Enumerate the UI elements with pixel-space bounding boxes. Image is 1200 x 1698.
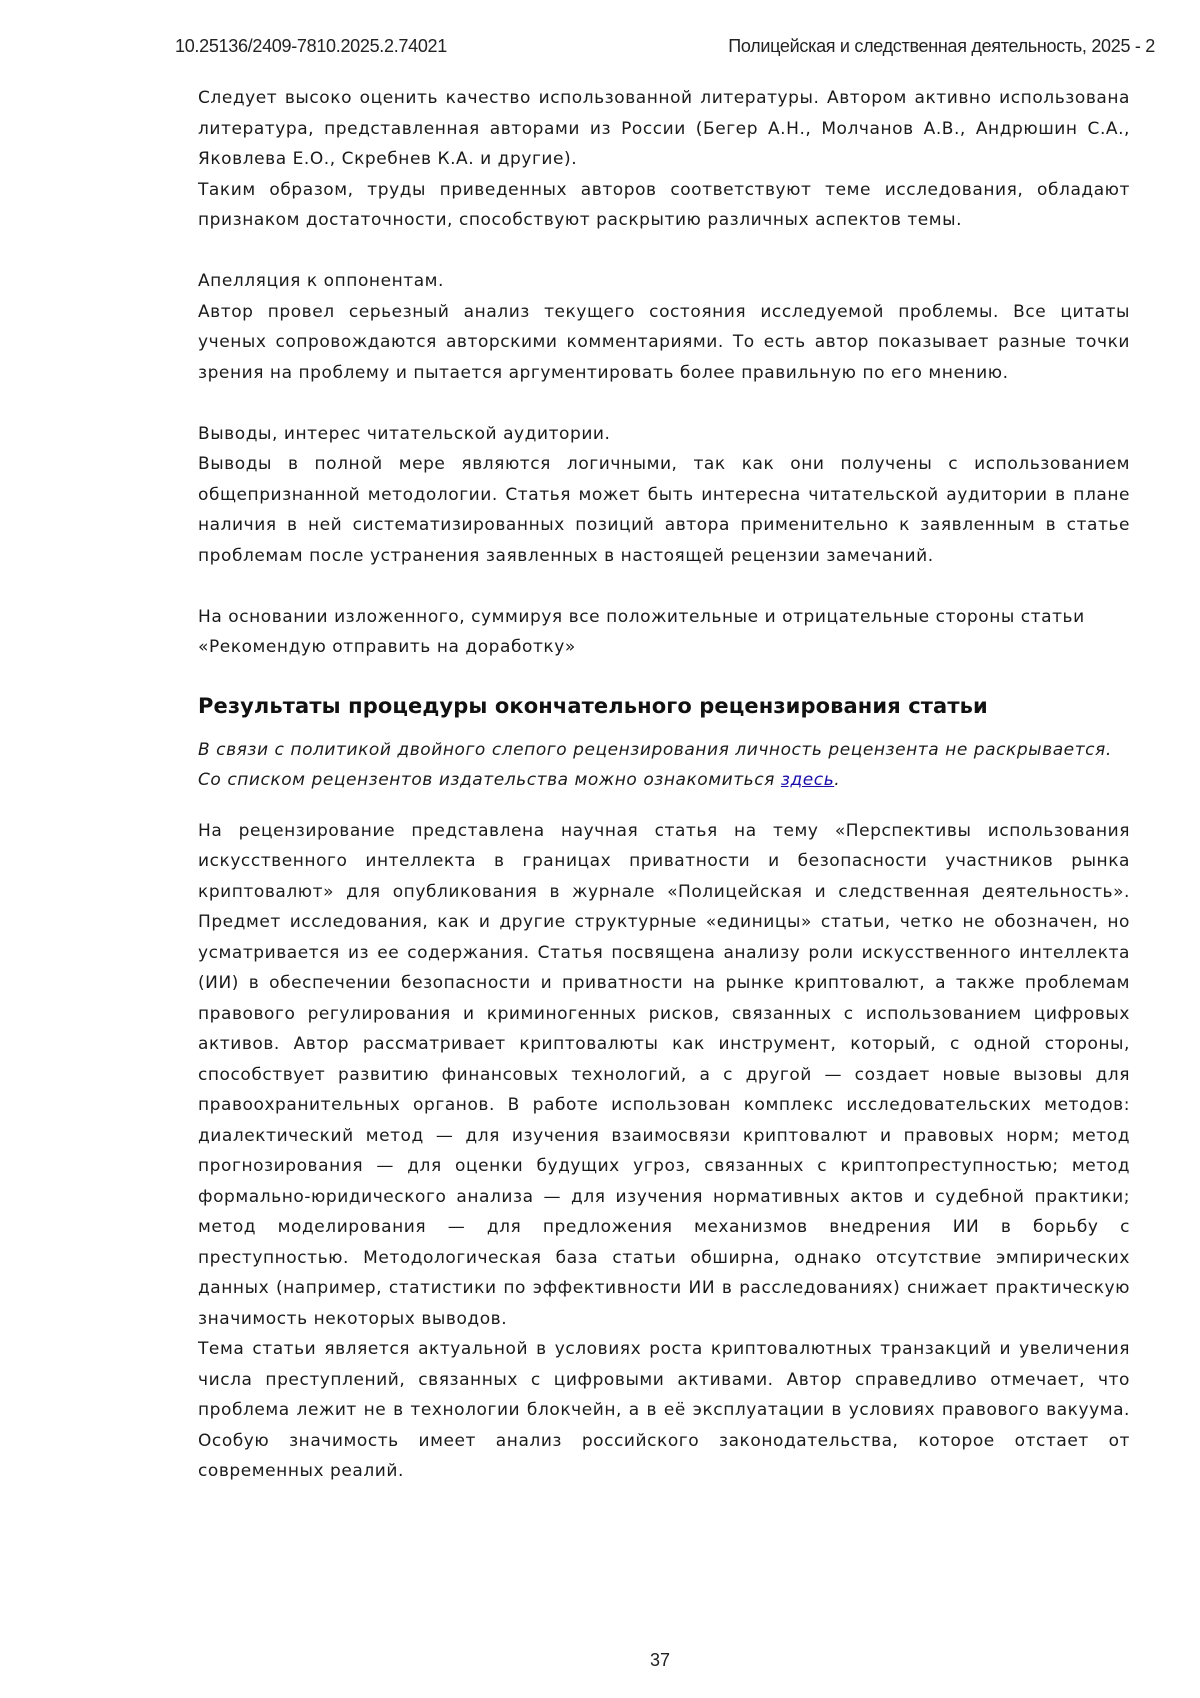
- paragraph: Таким образом, труды приведенных авторов соответствуют теме исследования, обладают признаком достаточности, способствуют раскрытию различных аспектов темы.: [198, 179, 1130, 230]
- paragraph: На рецензирование представлена научная статья на тему «Перспективы использования искусственного интеллекта в границах приватности и безопасности участников рынка криптовалют» для опубликования в журнале «Полицейская и следственная деятельность». Предмет исследования, как и другие структурные «единицы» статьи, четко не обозначен, но усматривается из ее содержания. Статья посвящена анализу роли искусственного интеллекта (ИИ) в обеспечении безопасности и приватности на рынке криптовалют, а также проблемам правового регулирования и криминогенных рисков, связанных с использованием цифровых активов. Автор рассматривает криптовалюты как инструмент, который, с одной стороны, способствует развитию финансовых технологий, а с другой — создает новые вызовы для правоохранительных органов. В работе использован комплекс исследовательских методов: диалектический метод — для изучения взаимосвязи криптовалют и правовых норм; метод прогнозирования — для оценки будущих угроз, связанных с криптопреступностью; метод формально-юридического анализа — для изучения нормативных актов и судебной практики; метод моделирования — для предложения механизмов внедрения ИИ в борьбу с преступностью. Методологическая база статьи обширна, однако отсутствие эмпирических данных (например, статистики по эффективности ИИ в расследованиях) снижает практическую значимость некоторых выводов.: [198, 820, 1130, 1329]
- doi: 10.25136/2409-7810.2025.2.74021: [175, 36, 447, 56]
- paragraph: Выводы в полной мере являются логичными, так как они получены с использованием общепризнанной методологии. Статья может быть интересна читательской аудитории в плане наличия в ней систематизированных позиций автора применительно к заявленным в статье проблемам после устранения заявленных в настоящей рецензии замечаний.: [198, 454, 1130, 566]
- paragraph: Тема статьи является актуальной в условиях роста криптовалютных транзакций и увеличения числа преступлений, связанных с цифровыми активами. Автор справедливо отмечает, что проблема лежит не в технологии блокчейн, а в её эксплуатации в условиях правового вакуума. Особую значимость имеет анализ российского законодательства, которое отстает от современных реалий.: [198, 1339, 1130, 1481]
- page-content: [198, 83, 1130, 1487]
- paragraph-heading: Выводы, интерес читательской аудитории.: [198, 423, 611, 444]
- paragraph-heading: Апелляция к оппонентам.: [198, 271, 445, 291]
- reviewers-list-note: Со списком рецензентов издательства можно ознакомиться здесь.: [198, 770, 841, 790]
- section-title: Результаты процедуры окончательного рецензирования статьи: [198, 693, 988, 718]
- reviewers-list-link[interactable]: здесь: [780, 770, 835, 790]
- recommendation: «Рекомендую отправить на доработку»: [198, 637, 576, 657]
- running-head: [175, 36, 1155, 60]
- paragraph: Следует высоко оценить качество использованной литературы. Автором активно использована литература, представленная авторами из России (Бегер А.Н., Молчанов А.В., Андрюшин С.А., Яковлева Е.О., Скребнев К.А. и другие).: [198, 88, 1130, 169]
- journal-title: Полицейская и следственная деятельность, 2025 - 2: [728, 36, 1155, 56]
- page-number: 37: [649, 1650, 671, 1670]
- paragraph: На основании изложенного, суммируя все положительные и отрицательные стороны статьи: [198, 606, 1085, 627]
- blind-review-note: В связи с политикой двойного слепого рецензирования личность рецензента не раскрывается.: [198, 739, 1112, 760]
- paragraph: Автор провел серьезный анализ текущего состояния исследуемой проблемы. Все цитаты ученых сопровождаются авторскими комментариями. То есть автор показывает разные точки зрения на проблему и пытается аргументировать более правильную по его мнению.: [198, 301, 1130, 383]
- review-note: [198, 735, 1130, 796]
